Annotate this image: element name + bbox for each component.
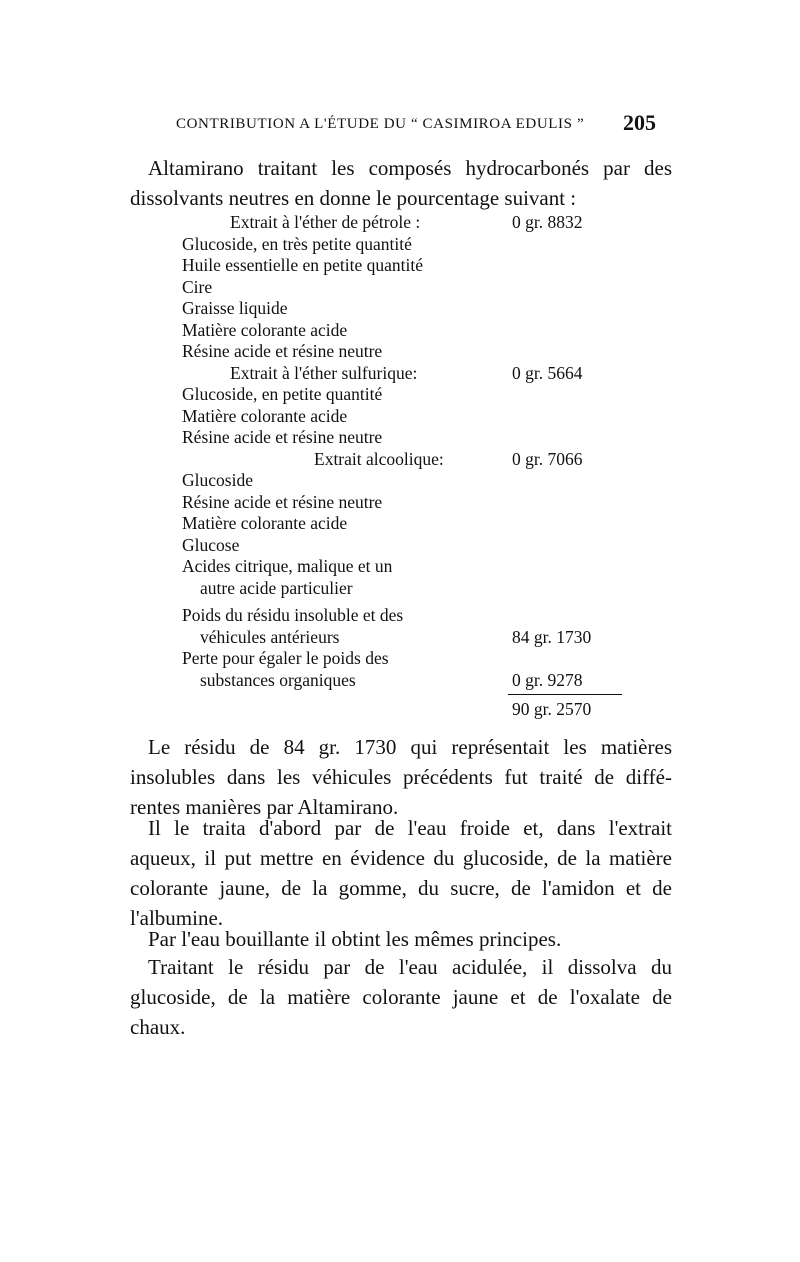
running-title: CONTRIBUTION A L'ÉTUDE DU “ CASIMIROA EDULIS ” bbox=[176, 116, 585, 132]
table-row bbox=[182, 670, 632, 692]
table-row bbox=[182, 277, 632, 299]
extract-petrole-label: Extrait à l'éther de pétrole : bbox=[230, 212, 421, 232]
table-row bbox=[182, 341, 632, 363]
paragraph-line: chaux. bbox=[130, 1015, 186, 1039]
table-row bbox=[182, 212, 632, 234]
total-amount: 90 gr. 2570 bbox=[512, 699, 592, 719]
page-number: 205 bbox=[623, 110, 656, 135]
list-item: Glucoside, en très petite quantité bbox=[182, 233, 412, 254]
paragraph-line: Traitant le résidu par de l'eau acidulée, il dissolva du bbox=[148, 955, 672, 979]
extract-petrole-amount: 0 gr. 8832 bbox=[512, 212, 583, 232]
table-row bbox=[182, 449, 632, 471]
paragraph-line: Le résidu de 84 gr. 1730 qui représentait les matières bbox=[148, 735, 672, 759]
list-item: autre acide particulier bbox=[200, 577, 353, 598]
table-row bbox=[182, 384, 632, 406]
paragraph-line: insolubles dans les véhicules précédents fut traité de diffé- bbox=[130, 765, 672, 789]
table-row bbox=[182, 427, 632, 449]
total-divider bbox=[508, 694, 622, 695]
paragraph-line: l'albumine. bbox=[130, 906, 224, 930]
paragraph-line: colorante jaune, de la gomme, du sucre, de l'amidon et de bbox=[130, 876, 672, 900]
paragraph-line: rentes manières par Altamirano. bbox=[130, 795, 399, 819]
table-row bbox=[182, 298, 632, 320]
paragraph-line: aqueux, il put mettre en évidence du glucoside, de la matière bbox=[130, 846, 672, 870]
table-row bbox=[182, 406, 632, 428]
table-row bbox=[182, 648, 632, 670]
intro-paragraph bbox=[130, 153, 672, 213]
table-row bbox=[182, 535, 632, 557]
insoluble-label-line2: véhicules antérieurs bbox=[200, 626, 340, 647]
extract-alcoolique-label: Extrait alcoolique: bbox=[314, 448, 444, 469]
list-item: Matière colorante acide bbox=[182, 319, 348, 340]
extract-alcoolique-amount: 0 gr. 7066 bbox=[512, 448, 583, 469]
table-row bbox=[182, 234, 632, 256]
running-header bbox=[176, 110, 656, 136]
table-row bbox=[182, 470, 632, 492]
froide-paragraph bbox=[130, 813, 672, 933]
table-row bbox=[182, 255, 632, 277]
list-item: Matière colorante acide bbox=[182, 405, 348, 426]
residu-paragraph bbox=[130, 732, 672, 822]
traitant-paragraph bbox=[130, 952, 672, 1042]
paragraph-line: Il le traita d'abord par de l'eau froide et, dans l'extrait bbox=[148, 816, 672, 840]
composition-table bbox=[182, 212, 632, 691]
list-item: Graisse liquide bbox=[182, 298, 288, 318]
list-item: Acides citrique, malique et un bbox=[182, 556, 393, 576]
list-item: Glucoside bbox=[182, 470, 253, 490]
table-row bbox=[182, 578, 632, 600]
list-item: Résine acide et résine neutre bbox=[182, 427, 383, 447]
insoluble-amount: 84 gr. 1730 bbox=[512, 626, 592, 647]
paragraph-line: Par l'eau bouillante il obtint les mêmes principes. bbox=[148, 927, 562, 951]
list-item: Cire bbox=[182, 276, 213, 297]
list-item: Résine acide et résine neutre bbox=[182, 341, 383, 361]
list-item: Matière colorante acide bbox=[182, 513, 348, 533]
bouillante-paragraph bbox=[130, 924, 672, 954]
table-row bbox=[182, 605, 632, 627]
paragraph-line: Altamirano traitant les composés hydrocarbonés par des bbox=[148, 156, 672, 180]
table-row bbox=[182, 627, 632, 649]
extract-sulfurique-amount: 0 gr. 5664 bbox=[512, 362, 583, 383]
list-item: Glucose bbox=[182, 534, 240, 555]
paragraph-line: glucoside, de la matière colorante jaune et de l'oxalate de bbox=[130, 985, 672, 1009]
list-item: Huile essentielle en petite quantité bbox=[182, 255, 424, 275]
extract-sulfurique-label: Extrait à l'éther sulfurique: bbox=[230, 362, 418, 383]
insoluble-label-line1: Poids du résidu insoluble et des bbox=[182, 605, 404, 625]
paragraph-line: dissolvants neutres en donne le pourcentage suivant : bbox=[130, 186, 577, 210]
table-row bbox=[182, 492, 632, 514]
list-item: Résine acide et résine neutre bbox=[182, 491, 383, 512]
perte-amount: 0 gr. 9278 bbox=[512, 669, 583, 690]
table-row bbox=[182, 363, 632, 385]
list-item: Glucoside, en petite quantité bbox=[182, 384, 383, 404]
table-row bbox=[182, 513, 632, 535]
table-row bbox=[182, 320, 632, 342]
perte-label-line1: Perte pour égaler le poids des bbox=[182, 648, 389, 668]
table-row bbox=[182, 556, 632, 578]
perte-label-line2: substances organiques bbox=[200, 669, 356, 690]
